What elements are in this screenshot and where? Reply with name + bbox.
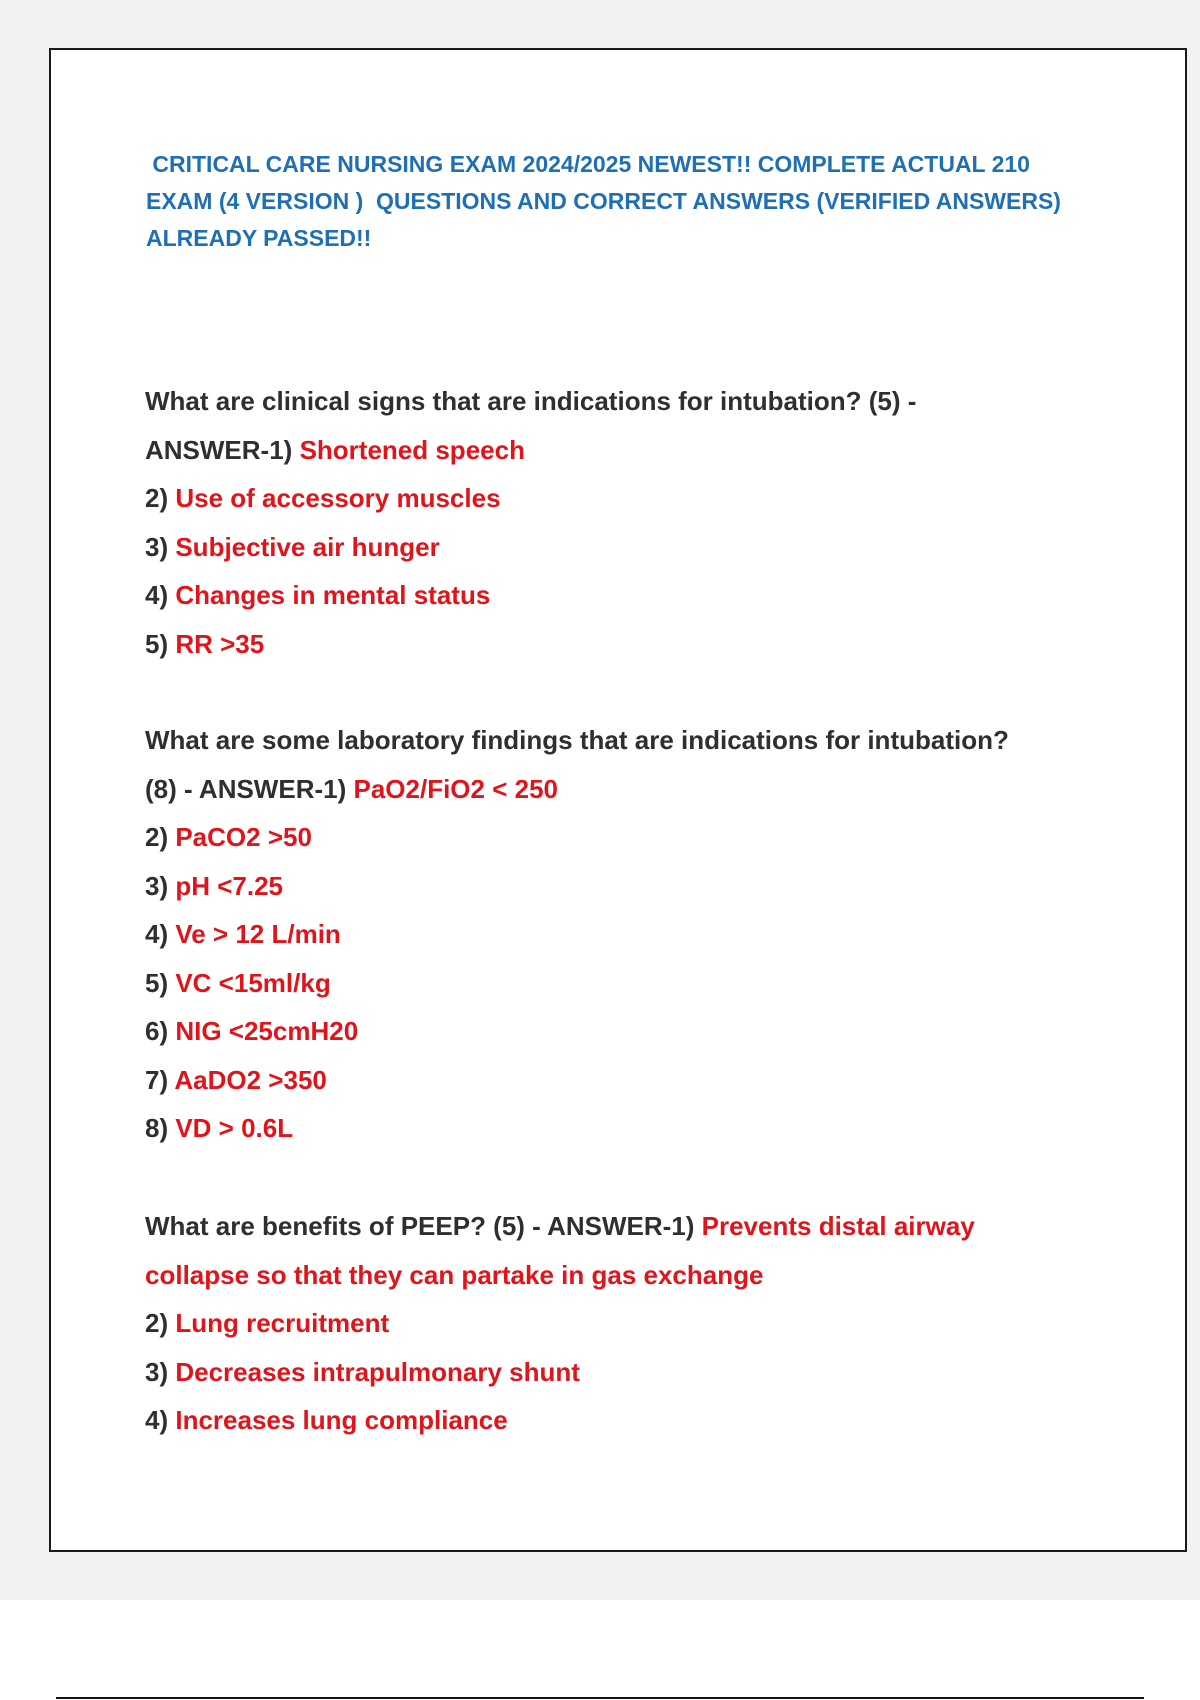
qa-line: What are benefits of PEEP? (5) - ANSWER-1) Prevents distal airway bbox=[145, 1211, 975, 1241]
qa-line: 2) PaCO2 >50 bbox=[145, 822, 312, 852]
qa-line: ANSWER-1) Shortened speech bbox=[145, 434, 525, 465]
qa-line: collapse so that they can partake in gas exchange bbox=[145, 1259, 764, 1290]
question-block-2 bbox=[145, 716, 1105, 1153]
qa-line: 5) VC <15ml/kg bbox=[145, 967, 331, 998]
qa-line: 3) Decreases intrapulmonary shunt bbox=[145, 1356, 580, 1387]
qa-line: 2) Lung recruitment bbox=[145, 1308, 390, 1338]
qa-line: 5) RR >35 bbox=[145, 628, 265, 659]
qa-line: 2) Use of accessory muscles bbox=[145, 483, 501, 513]
page-divider bbox=[56, 1697, 1144, 1699]
qa-line: 8) VD > 0.6L bbox=[145, 1113, 294, 1143]
qa-line: 3) Subjective air hunger bbox=[145, 531, 440, 562]
document-title: CRITICAL CARE NURSING EXAM 2024/2025 NEWEST!! COMPLETE ACTUAL 210 EXAM (4 VERSION ) QUESTIONS AND CORRECT ANSWERS (VERIFIED ANSWERS) ALREADY PASSED!! bbox=[146, 151, 1061, 251]
qa-line: 4) Increases lung compliance bbox=[145, 1405, 508, 1435]
qa-line: What are clinical signs that are indications for intubation? (5) - bbox=[145, 386, 917, 416]
qa-line: 3) pH <7.25 bbox=[145, 870, 284, 901]
question-block-3 bbox=[145, 1202, 1105, 1445]
qa-line: What are some laboratory findings that are indications for intubation? bbox=[145, 725, 1009, 755]
qa-line: 4) Changes in mental status bbox=[145, 580, 491, 610]
qa-line: 4) Ve > 12 L/min bbox=[145, 919, 341, 949]
qa-line: 6) NIG <25cmH20 bbox=[145, 1016, 359, 1046]
qa-line: 7) AaDO2 >350 bbox=[145, 1064, 327, 1095]
qa-line: (8) - ANSWER-1) PaO2/FiO2 < 250 bbox=[145, 773, 558, 804]
question-block-1 bbox=[145, 377, 1105, 668]
